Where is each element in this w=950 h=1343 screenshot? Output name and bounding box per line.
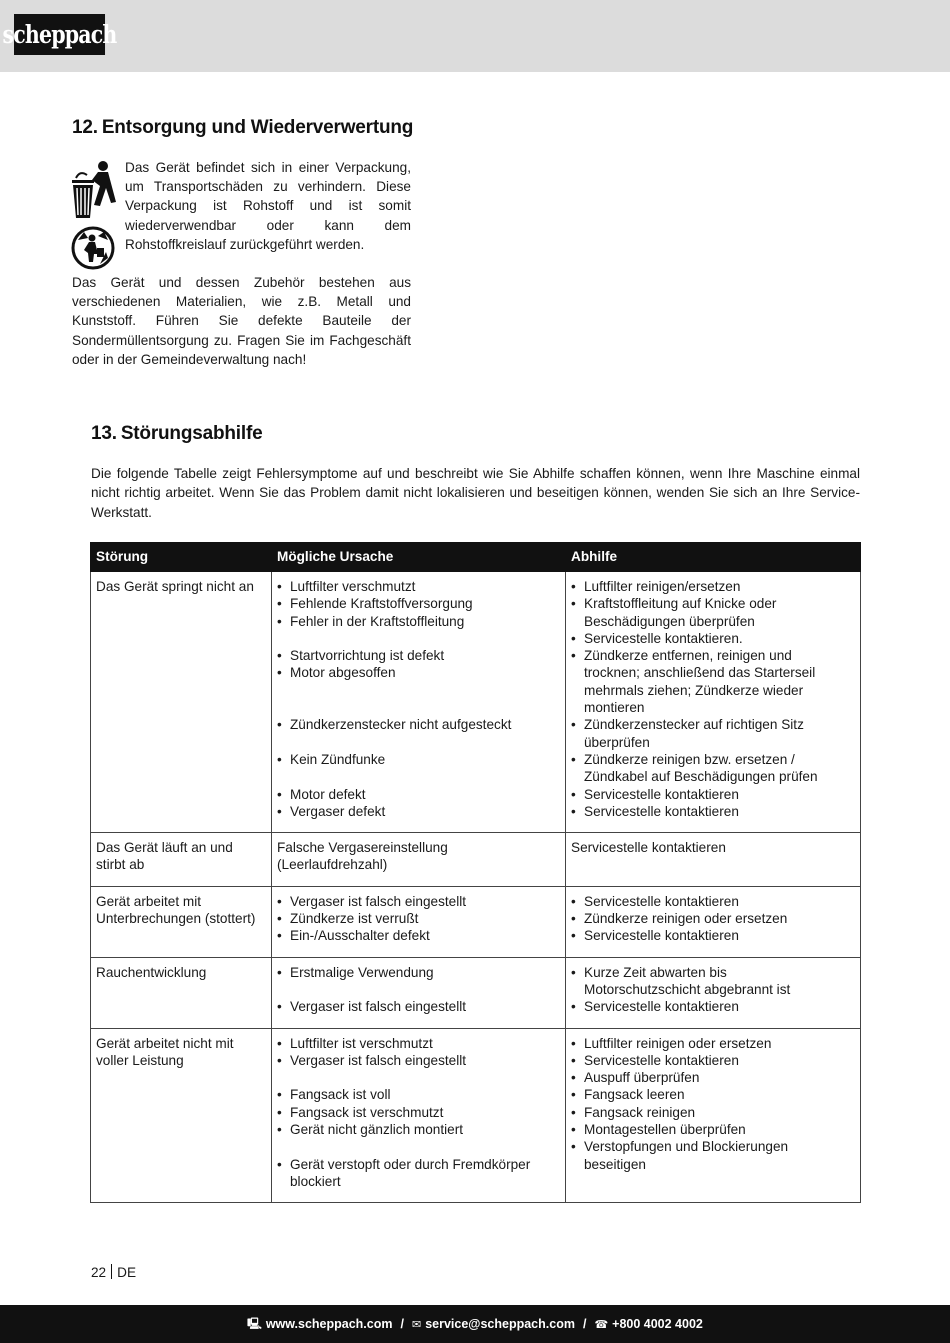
cause-item: • Fehlende Kraftstoffversorgung [277, 595, 560, 612]
troubleshooting-intro: Die folgende Tabelle zeigt Fehlersymptome auf und beschreibt wie Sie Abhilfe schaffen können, wenn Ihre Maschine einmal nicht richtig arbeitet. Wenn Sie das Problem damit nicht lokalisieren und beseitigen können, wenden Sie sich an Ihre Service-Werkstatt. [91, 466, 860, 520]
section-number: 12. [72, 117, 98, 138]
section-title: Störungsabhilfe [120, 423, 263, 444]
cause-item: • Fangsack ist voll [277, 1086, 560, 1103]
cause-list [277, 1035, 560, 1191]
cause-item: • Kein Zündfunke [277, 751, 560, 768]
troubleshooting-table [90, 542, 861, 1203]
brand-logo: scheppach [14, 14, 105, 55]
phone-icon: ☎ [594, 1318, 609, 1331]
remedy-item: Servicestelle kontaktieren [571, 840, 726, 856]
cause-item: (Leerlaufdrehzahl) [277, 857, 388, 873]
remedy-item: • Servicestelle kontaktieren [571, 803, 855, 820]
language-code: DE [117, 1265, 137, 1280]
remedy-item: • Kurze Zeit abwarten bis [571, 964, 855, 981]
remedy-item: Beschädigungen überprüfen [584, 613, 755, 629]
table-row [91, 572, 861, 833]
table-row [91, 833, 861, 887]
table-row [91, 957, 861, 1028]
table-row [91, 1028, 861, 1203]
cause-item: • Vergaser ist falsch eingestellt [277, 998, 560, 1015]
website-link[interactable]: www.scheppach.com [265, 1317, 393, 1331]
problem-text: Das Gerät springt nicht an [96, 579, 254, 594]
remedy-item: • Fangsack leeren [571, 1086, 855, 1103]
cause-item: blockiert [290, 1173, 341, 1189]
problem-cell [91, 886, 272, 957]
section-13-heading [91, 423, 262, 445]
cause-cell [272, 957, 566, 1028]
remedy-item: • Auspuff überprüfen [571, 1069, 855, 1086]
divider [111, 1264, 112, 1279]
remedy-item: trocknen; anschließend das Starterseil [584, 665, 816, 681]
remedy-item: • Montagestellen überprüfen [571, 1121, 855, 1138]
remedy-item: • Servicestelle kontaktieren [571, 998, 855, 1015]
cause-item: Falsche Vergasereinstellung [277, 840, 448, 856]
table-header-row [91, 543, 861, 572]
page-footer-info [91, 1264, 136, 1280]
problem-text: stirbt ab [96, 857, 145, 873]
remedy-list [571, 839, 855, 856]
remedy-item: • Luftfilter reinigen oder ersetzen [571, 1035, 855, 1052]
problem-text: Gerät arbeitet mit [96, 893, 202, 909]
cause-item: • Startvorrichtung ist defekt [277, 647, 560, 664]
contact-bar [0, 1305, 950, 1343]
mail-icon: ✉ [411, 1318, 422, 1331]
cause-list [277, 964, 560, 1016]
remedy-item: • Servicestelle kontaktieren [571, 786, 855, 803]
phone-number[interactable]: +800 4002 4002 [612, 1317, 703, 1331]
cause-item [277, 682, 560, 699]
column-header-remedy: Abhilfe [566, 543, 861, 572]
problem-cell [91, 957, 272, 1028]
remedy-item: • Zündkerze entfernen, reinigen und [571, 647, 855, 664]
problem-text: Rauchentwicklung [96, 964, 207, 980]
cause-item: • Fangsack ist verschmutzt [277, 1104, 560, 1121]
cause-item [277, 768, 560, 785]
problem-cell [91, 1028, 272, 1203]
remedy-item: • Servicestelle kontaktieren [571, 927, 855, 944]
cause-item: • Luftfilter ist verschmutzt [277, 1035, 560, 1052]
cause-item: • Zündkerzenstecker nicht aufgesteckt [277, 716, 560, 733]
remedy-item: • Servicestelle kontaktieren [571, 893, 855, 910]
cause-item: • Gerät verstopft oder durch Fremdkörper [277, 1156, 560, 1173]
remedy-list [571, 893, 855, 945]
page-header [0, 0, 950, 72]
problem-text: Gerät arbeitet nicht mit [96, 1035, 234, 1051]
materials-paragraph: Das Gerät und dessen Zubehör bestehen aus verschiedenen Materialien, wie z.B. Metall und Kunststoff. Führen Sie defekte Bauteile der Sondermüllentsorgung zu. Fragen Sie im Fachgeschäft oder in der Gemeindeverwaltung nach! [72, 275, 411, 367]
remedy-list [571, 578, 855, 820]
problem-text: Unterbrechungen (stottert) [96, 911, 256, 927]
remedy-item: mehrmals ziehen; Zündkerze wieder [584, 682, 804, 698]
remedy-item: • Verstopfungen und Blockierungen [571, 1138, 855, 1155]
remedy-cell [566, 886, 861, 957]
cause-item [277, 981, 560, 998]
remedy-cell [566, 833, 861, 887]
cause-item: • Gerät nicht gänzlich montiert [277, 1121, 560, 1138]
cause-cell [272, 886, 566, 957]
cause-item [277, 1069, 560, 1086]
cause-item: • Motor abgesoffen [277, 664, 560, 681]
separator: / [400, 1317, 404, 1331]
remedy-item: • Servicestelle kontaktieren. [571, 630, 855, 647]
cause-item: • Zündkerze ist verrußt [277, 910, 560, 927]
cause-item: • Vergaser ist falsch eingestellt [277, 893, 560, 910]
cause-item [277, 734, 560, 751]
remedy-item: beseitigen [584, 1156, 646, 1172]
cause-item: • Motor defekt [277, 786, 560, 803]
remedy-item: • Kraftstoffleitung auf Knicke oder [571, 595, 855, 612]
problem-cell [91, 572, 272, 833]
remedy-item: • Fangsack reinigen [571, 1104, 855, 1121]
cause-item: • Luftfilter verschmutzt [277, 578, 560, 595]
cause-item: • Fehler in der Kraftstoffleitung [277, 613, 560, 630]
cause-item: • Vergaser ist falsch eingestellt [277, 1052, 560, 1069]
cause-cell [272, 1028, 566, 1203]
cause-item: • Erstmalige Verwendung [277, 964, 560, 981]
computer-icon: 🖳 [247, 1317, 262, 1330]
packaging-paragraph: Das Gerät befindet sich in einer Verpackung, um Transportschäden zu verhindern. Diese Verpackung ist Rohstoff und ist somit wiederverwendbar oder kann dem Rohstoffkreislauf zurückgeführt werden. [125, 160, 411, 252]
cause-item [277, 1138, 560, 1155]
remedy-item: • Zündkerzenstecker auf richtigen Sitz [571, 716, 855, 733]
remedy-item: überprüfen [584, 734, 650, 750]
cause-cell [272, 572, 566, 833]
column-header-cause: Mögliche Ursache [272, 543, 566, 572]
remedy-list [571, 1035, 855, 1173]
section-title: Entsorgung und Wiederverwertung [101, 117, 414, 138]
email-link[interactable]: service@scheppach.com [425, 1317, 575, 1331]
section-number: 13. [91, 423, 117, 444]
cause-item: • Vergaser defekt [277, 803, 560, 820]
remedy-item: Zündkabel auf Beschädigungen prüfen [584, 769, 818, 785]
cause-list [277, 893, 560, 945]
remedy-item: • Luftfilter reinigen/ersetzen [571, 578, 855, 595]
remedy-item: • Zündkerze reinigen bzw. ersetzen / [571, 751, 855, 768]
separator: / [582, 1317, 587, 1331]
cause-item [277, 630, 560, 647]
cause-item: • Ein-/Ausschalter defekt [277, 927, 560, 944]
problem-text: voller Leistung [96, 1052, 184, 1068]
table-row [91, 886, 861, 957]
cause-cell [272, 833, 566, 887]
remedy-item: montieren [584, 700, 645, 716]
cause-list [277, 578, 560, 820]
remedy-item: • Zündkerze reinigen oder ersetzen [571, 910, 855, 927]
cause-item [277, 699, 560, 716]
section-12-heading [72, 117, 413, 139]
page-number: 22 [91, 1265, 107, 1280]
remedy-list [571, 964, 855, 1016]
problem-cell [91, 833, 272, 887]
remedy-item: Motorschutzschicht abgebrannt ist [584, 981, 791, 997]
remedy-cell [566, 572, 861, 833]
recycle-icon [70, 226, 116, 270]
cause-list [277, 839, 560, 874]
remedy-cell [566, 957, 861, 1028]
problem-text: Das Gerät läuft an und [96, 840, 233, 856]
remedy-cell [566, 1028, 861, 1203]
column-header-problem: Störung [91, 543, 272, 572]
remedy-item: • Servicestelle kontaktieren [571, 1052, 855, 1069]
